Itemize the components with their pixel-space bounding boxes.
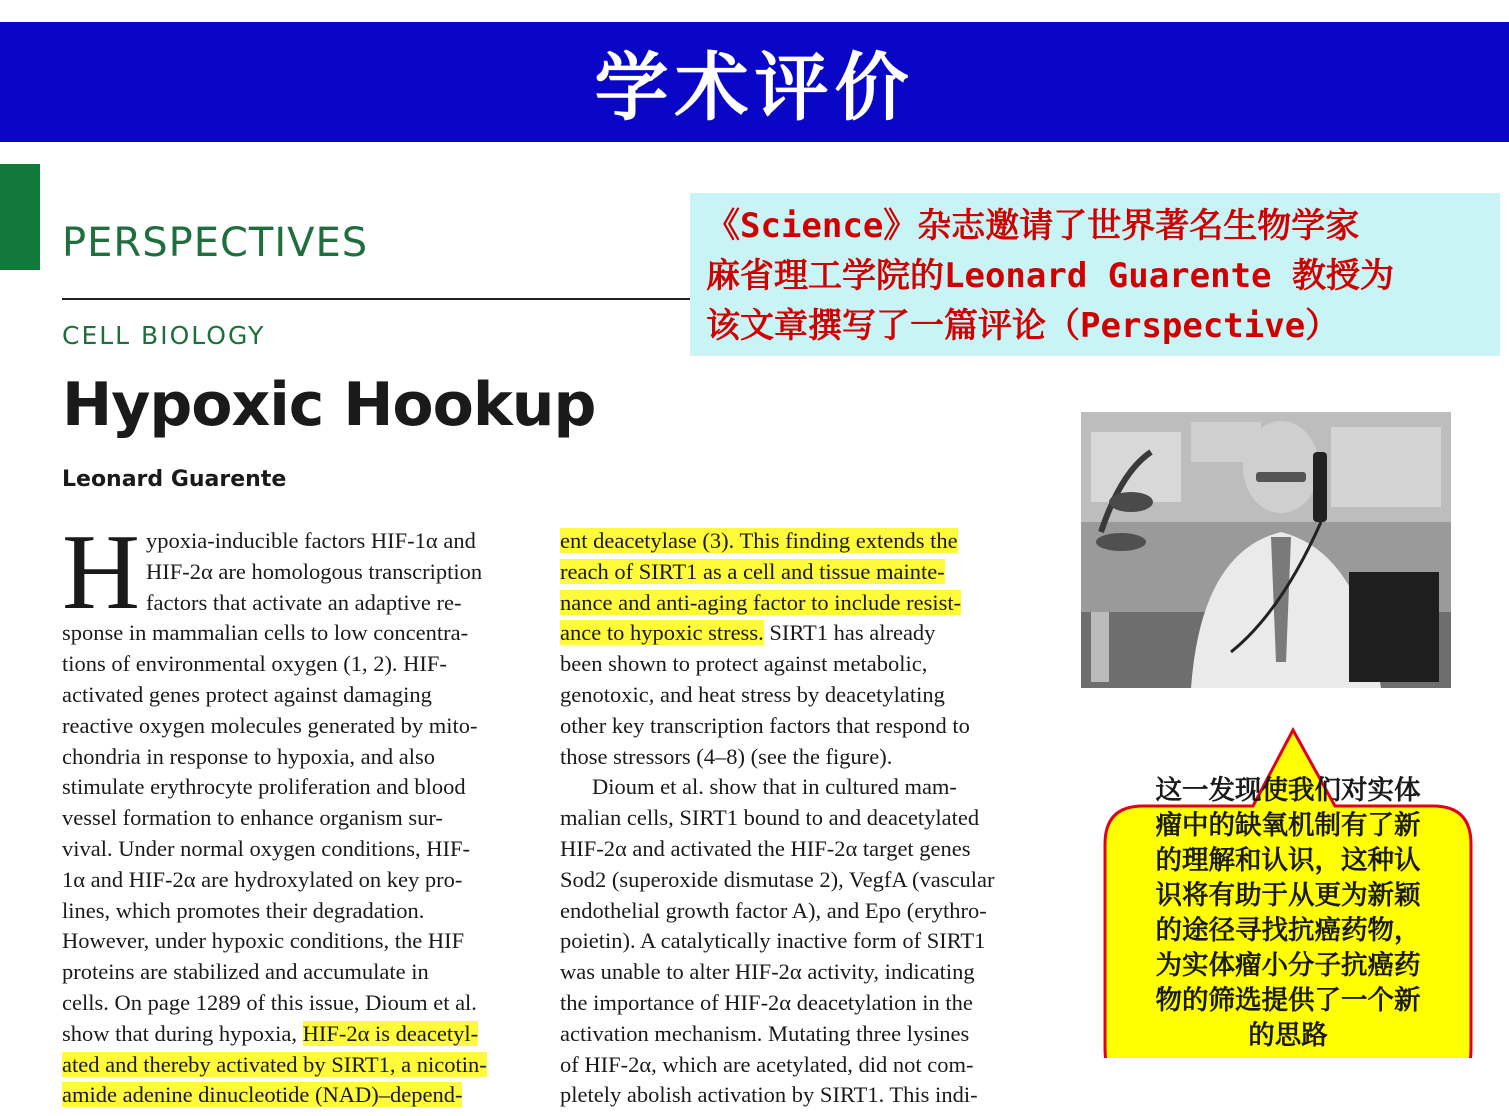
- line-text: endothelial growth factor A), and Epo (erythro-: [560, 897, 987, 923]
- article-line: [62, 1080, 528, 1111]
- line-text: poietin). A catalytically inactive form of SIRT1: [560, 928, 986, 954]
- line-text: proteins are stabilized and accumulate in: [62, 959, 429, 985]
- author-photo-illustration: [1081, 412, 1451, 688]
- article-line: [62, 1050, 528, 1081]
- article-line: [560, 1019, 1026, 1050]
- article-line: [62, 526, 528, 557]
- article-line: [62, 988, 528, 1019]
- article-line: [560, 588, 1026, 619]
- line-text: genotoxic, and heat stress by deacetylating: [560, 681, 945, 707]
- line-text: factors that activate an adaptive re-: [146, 589, 462, 615]
- article-line: [560, 618, 1026, 649]
- highlighted-text: HIF-2α is deacetyl-: [302, 1020, 479, 1046]
- article-line: [560, 988, 1026, 1019]
- line-text: stimulate erythrocyte proliferation and blood: [62, 774, 466, 800]
- article-column-left: [62, 513, 528, 1111]
- article-author: Leonard Guarente: [62, 467, 287, 492]
- article-line: [62, 1019, 528, 1050]
- highlighted-text: reach of SIRT1 as a cell and tissue mainte-: [560, 558, 945, 584]
- line-text: lines, which promotes their degradation.: [62, 897, 425, 923]
- line-text: Sod2 (superoxide dismutase 2), VegfA (vascular: [560, 866, 995, 892]
- article-line: [62, 926, 528, 957]
- line-text: show that during hypoxia,: [62, 1020, 303, 1046]
- article-line: [560, 957, 1026, 988]
- green-accent-tab: [0, 164, 40, 270]
- article-line: [560, 711, 1026, 742]
- article-line: [62, 865, 528, 896]
- bubble-line: 识将有助于从更为新颖: [1155, 880, 1421, 911]
- highlighted-text: ated and thereby activated by SIRT1, a nicotin-: [62, 1051, 487, 1077]
- line-text: vessel formation to enhance organism sur-: [62, 805, 443, 831]
- article-line: [62, 803, 528, 834]
- line-text: reactive oxygen molecules generated by mito-: [62, 712, 478, 738]
- line-text: cells. On page 1289 of this issue, Dioum et al.: [62, 989, 477, 1015]
- line-text: HIF-2α and activated the HIF-2α target genes: [560, 835, 971, 861]
- line-text: tions of environmental oxygen (1, 2). HIF-: [62, 651, 447, 677]
- science-invitation-callout: [690, 193, 1500, 356]
- line-text: vival. Under normal oxygen conditions, HIF-: [62, 835, 471, 861]
- article-line: [560, 896, 1026, 927]
- bubble-line: 的途径寻找抗癌药物，: [1155, 915, 1421, 946]
- drop-cap: H: [62, 513, 140, 632]
- article-line: [62, 772, 528, 803]
- line-text: of HIF-2α, which are acetylated, did not com-: [560, 1051, 974, 1077]
- article-line: [560, 1050, 1026, 1081]
- bubble-line: 的思路: [1248, 1020, 1328, 1051]
- article-line: [560, 834, 1026, 865]
- slide-title-bar: [0, 22, 1509, 142]
- author-photo: [1081, 412, 1451, 688]
- callout-line: 麻省理工学院的Leonard Guarente 教授为: [706, 256, 1394, 296]
- line-text: ypoxia-inducible factors HIF-1α and: [146, 528, 476, 553]
- bubble-line: 为实体瘤小分子抗癌药: [1155, 950, 1421, 981]
- line-text: chondria in response to hypoxia, and also: [62, 743, 436, 769]
- article-line: [560, 680, 1026, 711]
- line-text: been shown to protect against metabolic,: [560, 651, 928, 677]
- article-line: [62, 957, 528, 988]
- line-text: other key transcription factors that respond to: [560, 712, 970, 738]
- line-text: 1α and HIF-2α are hydroxylated on key pro-: [62, 866, 463, 892]
- article-line: [62, 649, 528, 680]
- header-rule: [62, 298, 698, 300]
- article-line: [62, 557, 528, 588]
- article-line: [62, 742, 528, 773]
- article-line: [560, 865, 1026, 896]
- article-line: [62, 896, 528, 927]
- article-title: Hypoxic Hookup: [62, 370, 596, 440]
- article-line: [62, 588, 528, 619]
- line-text: SIRT1 has already: [763, 620, 936, 646]
- article-line: [62, 711, 528, 742]
- highlighted-text: ance to hypoxic stress.: [560, 620, 764, 646]
- highlighted-text: nance and anti-aging factor to include resist-: [560, 589, 962, 615]
- line-text: activated genes protect against damaging: [62, 681, 432, 707]
- article-line: [62, 680, 528, 711]
- bubble-line: 这一发现使我们对实体: [1155, 775, 1421, 806]
- article-line: [560, 803, 1026, 834]
- callout-line: 《Science》杂志邀请了世界著名生物学家: [706, 206, 1360, 246]
- highlighted-text: amide adenine dinucleotide (NAD)–depend-: [62, 1082, 463, 1108]
- line-text: was unable to alter HIF-2α activity, indicating: [560, 959, 975, 985]
- article-line: [560, 926, 1026, 957]
- article-line: [62, 618, 528, 649]
- article-line: [560, 649, 1026, 680]
- line-text: the importance of HIF-2α deacetylation in the: [560, 989, 973, 1015]
- line-text: However, under hypoxic conditions, the HIF: [62, 928, 465, 954]
- highlighted-text: ent deacetylase (3). This finding extends the: [560, 528, 958, 553]
- speech-bubble-text: [1120, 773, 1456, 1053]
- bubble-line: 物的筛选提供了一个新: [1155, 985, 1421, 1016]
- article-line: [560, 772, 1026, 803]
- line-text: those stressors (4–8) (see the figure).: [560, 743, 893, 769]
- line-text: pletely abolish activation by SIRT1. This indi-: [560, 1082, 978, 1108]
- category-label: CELL BIOLOGY: [62, 321, 266, 350]
- article-line: [560, 526, 1026, 557]
- article-line: [62, 834, 528, 865]
- article-line: [560, 742, 1026, 773]
- line-text: activation mechanism. Mutating three lysines: [560, 1020, 970, 1046]
- bubble-line: 瘤中的缺氧机制有了新: [1155, 810, 1421, 841]
- line-text: malian cells, SIRT1 bound to and deacetylated: [560, 805, 980, 831]
- line-text: HIF-2α are homologous transcription: [146, 558, 483, 584]
- line-text: sponse in mammalian cells to low concentra-: [62, 620, 469, 646]
- bubble-line: 的理解和认识，这种认: [1155, 845, 1421, 876]
- line-text: Dioum et al. show that in cultured mam-: [592, 774, 957, 800]
- article-column-right: [560, 526, 1026, 1111]
- callout-line: 该文章撰写了一篇评论（Perspective）: [706, 306, 1340, 346]
- section-label: PERSPECTIVES: [62, 220, 369, 266]
- article-line: [560, 1080, 1026, 1111]
- slide-title: 学术评价: [594, 45, 915, 131]
- article-line: [560, 557, 1026, 588]
